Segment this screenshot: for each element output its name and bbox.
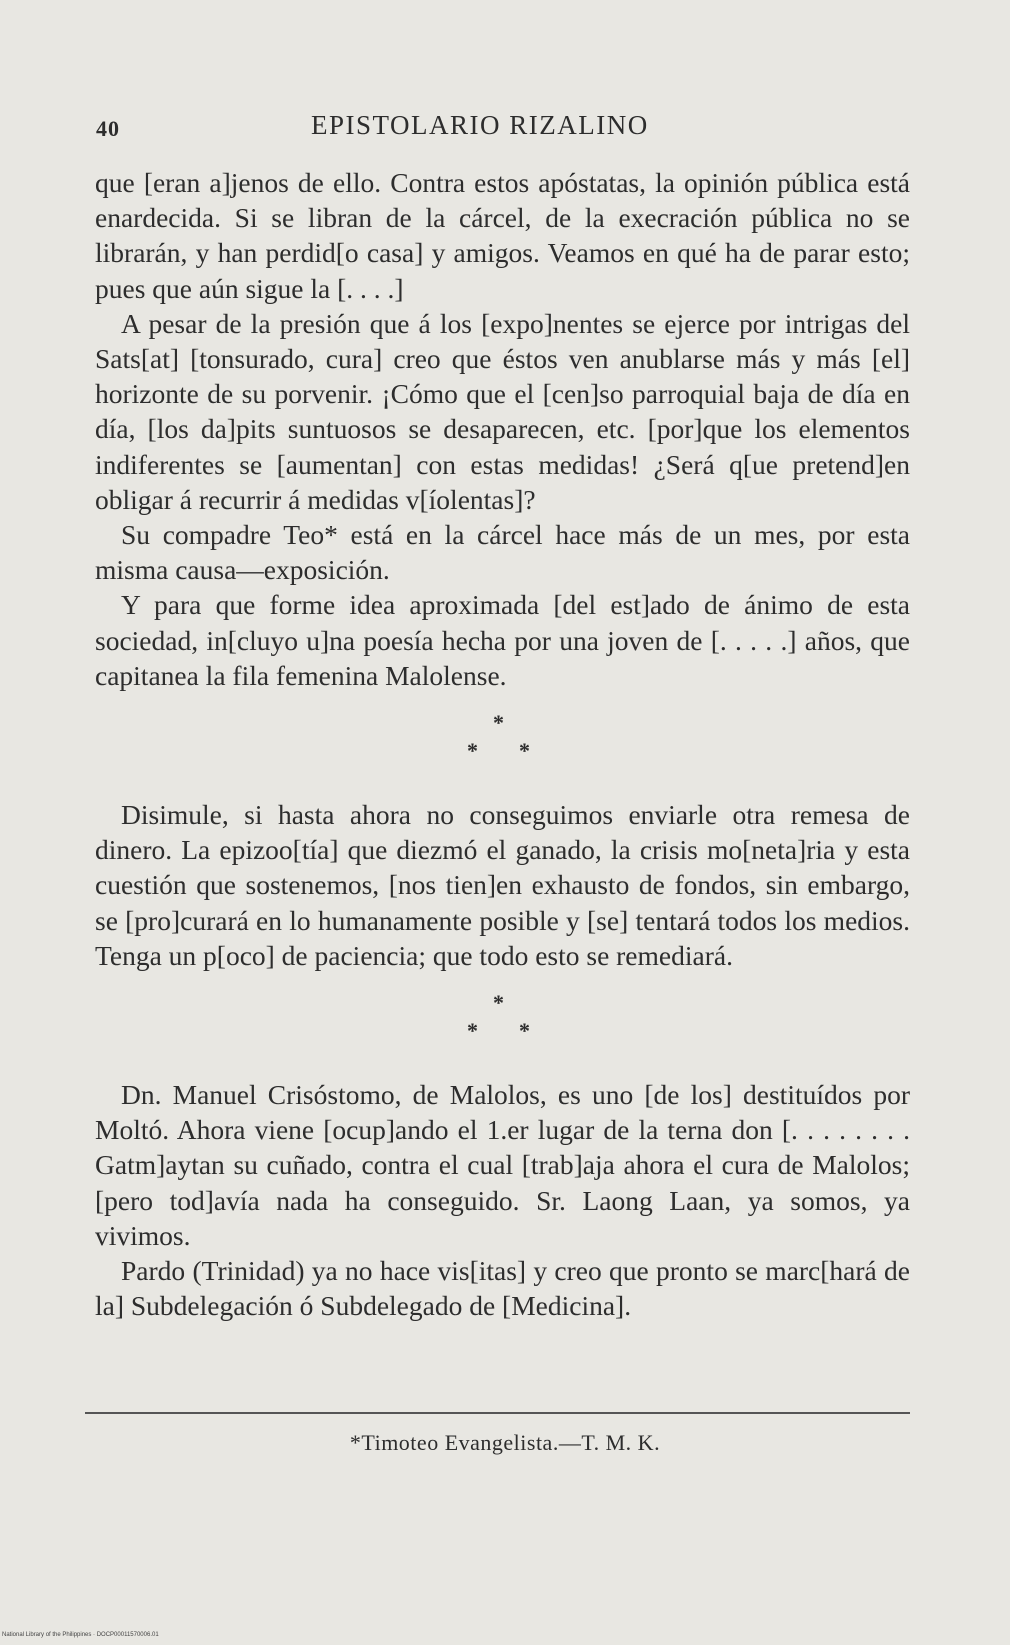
paragraph-3: Su compadre Teo* está en la cárcel hace más de un mes, por esta misma causa—exposición. (95, 519, 910, 586)
paragraph-1: que [eran a]jenos de ello. Contra estos apóstatas, la opinión pública está enardecida. Si se libran de la cárcel, de la execración pública no se librarán, y han perdid[o casa] y amigos. Veamos en qué ha de parar esto; pues que aún sigue la [. . . .] (95, 167, 910, 304)
asterisk: * (519, 738, 530, 764)
asterisk: * (493, 990, 504, 1016)
archive-stamp: National Library of the Philippines · DOCP00011570006.01 (2, 1632, 159, 1638)
paragraph-6: Dn. Manuel Crisóstomo, de Malolos, es uno [de los] destituídos por Moltó. Ahora viene [ocup]ando el 1.er lugar de la terna don [. . . . . . . . Gatm]aytan su cuñado, contra el cual [trab]aja ahora el cura de Malolos; [pero tod]avía nada ha conseguido. Sr. Laong Laan, ya somos, ya vivimos. (95, 1079, 910, 1251)
section-break-1 (95, 705, 910, 775)
page-number: 40 (96, 116, 120, 141)
paragraph-5: Disimule, si hasta ahora no conseguimos enviarle otra remesa de dinero. La epizoo[tía] que diezmó el ganado, la crisis mo[neta]ria y esta cuestión que sostenemos, [nos tien]en exhausto de fondos, sin embargo, se [pro]curará en lo humanamente posible y [se] tentará todos los medios. Tenga un p[oco] de paciencia; que todo esto se remediará. (95, 799, 910, 971)
paragraph-4: Y para que forme idea aproximada [del est]ado de ánimo de esta sociedad, in[cluyo u]na poesía hecha por una joven de [. . . . .] años, que capitanea la fila femenina Malolense. (95, 589, 910, 691)
paragraph-7: Pardo (Trinidad) ya no hace vis[itas] y creo que pronto se marc[hará de la] Subdelegación ó Subdelegado de [Medicina]. (95, 1255, 910, 1322)
body-text (95, 165, 910, 1323)
asterisk: * (467, 1018, 478, 1044)
asterisk: * (519, 1018, 530, 1044)
footnote-divider (85, 1412, 910, 1414)
footnote: *Timoteo Evangelista.—T. M. K. (349, 1430, 661, 1455)
paragraph-2: A pesar de la presión que á los [expo]nentes se ejerce por intrigas del Sats[at] [tonsurado, cura] creo que éstos ven anublarse más y más [el] horizonte de su porvenir. ¡Cómo que el [cen]so parroquial baja de día en día, [los da]pits suntuosos se desaparecen, etc. [por]que los elementos indiferentes se [aumentan] con estas medidas! ¿Será q[ue pretend]en obligar á recurrir á medidas v[íolentas]? (95, 307, 910, 515)
asterisk: * (493, 710, 504, 736)
asterisk: * (467, 738, 478, 764)
section-break-2 (95, 985, 910, 1055)
running-head: EPISTOLARIO RIZALINO (311, 110, 649, 140)
